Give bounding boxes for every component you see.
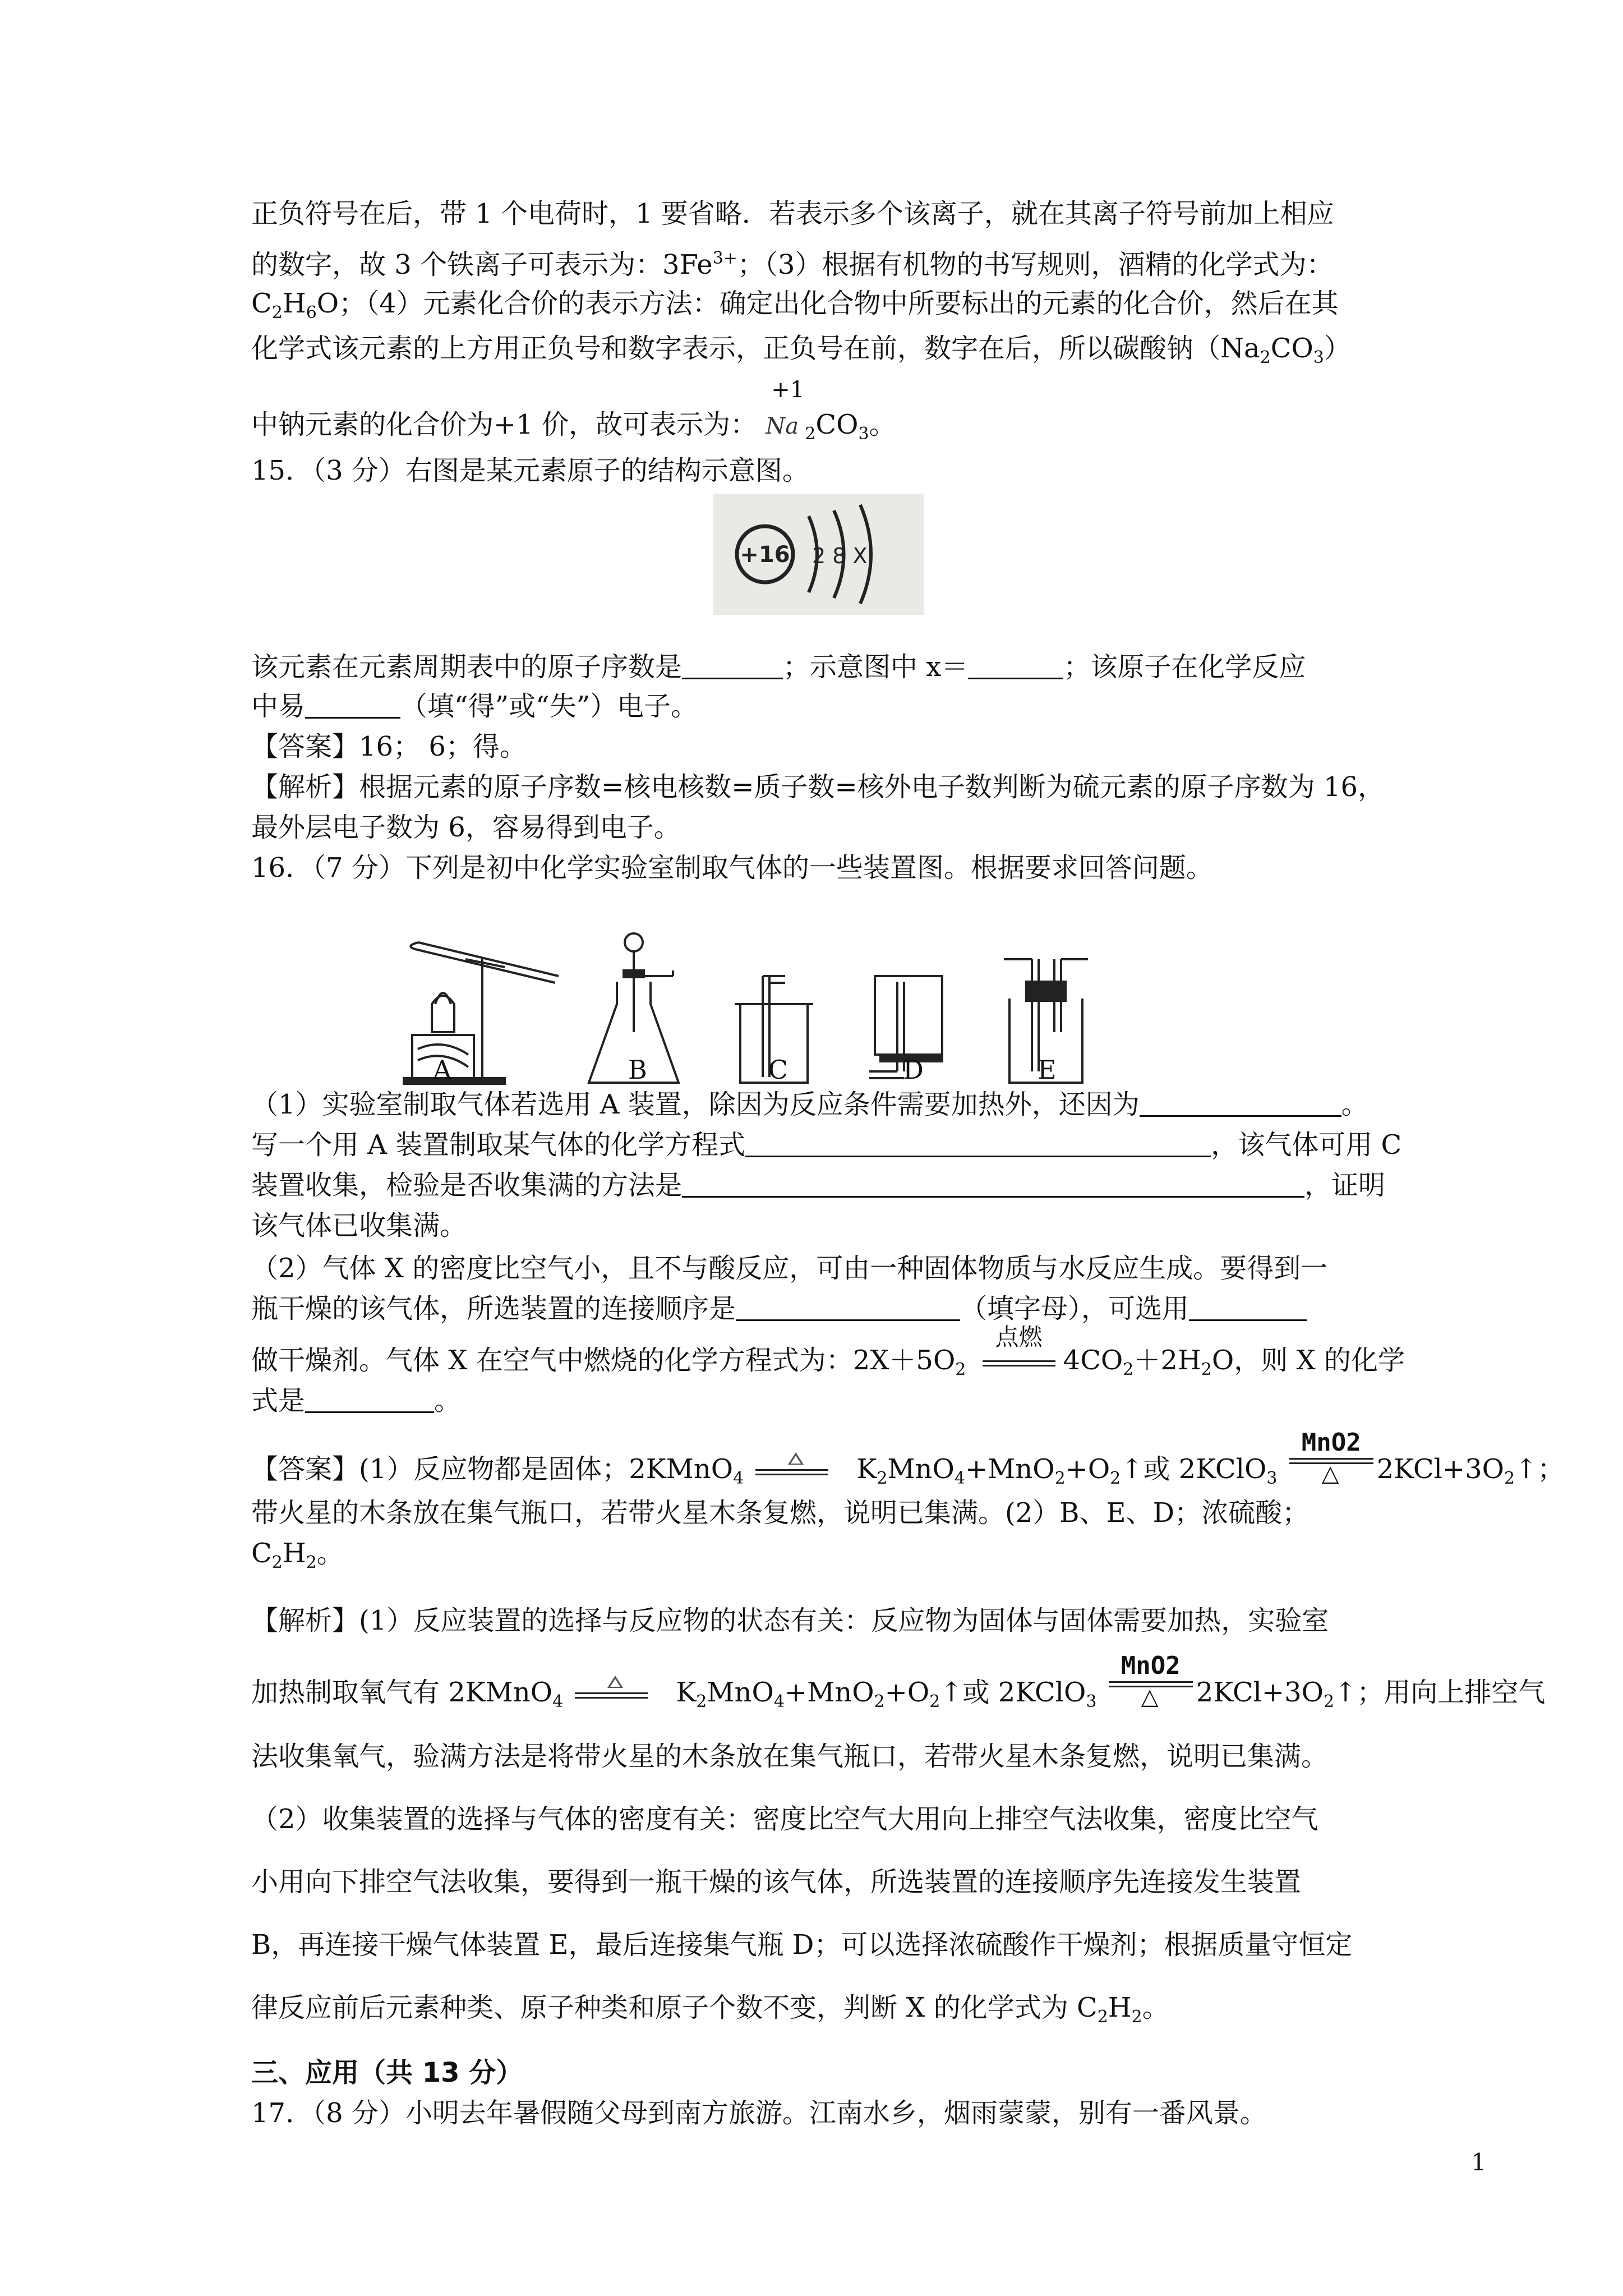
explanation-15: 【解析】根据元素的原子序数=核电核数=质子数=核外电子数判断为硫元素的原子序数为 16， [251, 771, 1385, 803]
condition-catalyst: MnO2 △ [1109, 1683, 1193, 1706]
answer-blank[interactable] [305, 1387, 434, 1413]
text-line: 装置收集，检验是否收集满的方法是 ，证明 [251, 1170, 1386, 1201]
text-line: 做干燥剂。气体 X 在空气中燃烧的化学方程式为：$2X+5O_2$ 点燃 $4CO_2+2H_2O$，则 X 的化学 [251, 1323, 1405, 1379]
text-line: 中钠元素的化合价为+1 价，故可表示为： +1 Na $_2CO_3$。 [251, 377, 896, 444]
text-line: $C_2H_2$。 [251, 1538, 344, 1572]
answer-16: 【答案】(1）反应物都是固体；2KMnO$_4$ $K_2MnO_4+MnO_2+O_2↑$或 2KClO$_3$ MnO2 △ $2KCl+3O_2↑$； [251, 1428, 1565, 1488]
answer-blank[interactable] [1140, 1091, 1341, 1117]
text-line: 该元素在元素周期表中的原子序数是 ；示意图中 x＝ ；该原子在化学反应 [251, 651, 1306, 683]
apparatus-label-b: B [628, 1055, 647, 1085]
text-line: 该气体已收集满。 [251, 1210, 467, 1241]
text-line: 写一个用 A 装置制取某气体的化学方程式 ，该气体可用 C [251, 1129, 1402, 1161]
text-line: （2）收集装置的选择与气体的密度有关：密度比空气大用向上排空气法收集，密度比空气 [251, 1803, 1318, 1835]
text-line: B，再连接干燥气体装置 E，最后连接集气瓶 D；可以选择浓硫酸作干燥剂；根据质量守恒定 [251, 1929, 1353, 1961]
apparatus-figure [393, 920, 1200, 1088]
question-16: 16．（7 分）下列是初中化学实验室制取气体的一些装置图。根据要求回答问题。 [251, 852, 1213, 884]
answer-15: 【答案】16； 6；得。 [251, 731, 527, 762]
answer-blank[interactable] [1189, 1295, 1307, 1321]
text-line: 最外层电子数为 6，容易得到电子。 [251, 812, 681, 843]
condition-catalyst: MnO2 △ [1289, 1460, 1373, 1483]
section-heading: 三、应用（共 13 分） [251, 2057, 523, 2088]
text-line: $C_2H_6O$；（4）元素化合价的表示方法：确定出化合物中所要标出的元素的化合价，然后在其 [251, 288, 1339, 323]
text-line: 的数字，故 3 个铁离子可表示为：$3Fe^{3+}$；（3）根据有机物的书写规则，酒精的化学式为： [251, 249, 1334, 280]
answer-blank[interactable] [305, 692, 400, 719]
condition-heat [755, 1460, 828, 1483]
page-number: 1 [1471, 2148, 1486, 2176]
text-line: 化学式该元素的上方用正负号和数字表示，正负号在前，数字在后，所以碳酸钠$(Na_2CO_3)$ [251, 333, 1351, 367]
text-line: 带火星的木条放在集气瓶口，若带火星木条复燃，说明已集满。(2）B、E、D；浓硫酸； [251, 1497, 1310, 1529]
text-line: 律反应前后元素种类、原子种类和原子个数不变，判断 X 的化学式为 $C_2H_2$。 [251, 1992, 1169, 2027]
text-line: 瓶干燥的该气体，所选装置的连接顺序是 （填字母），可选用 [251, 1292, 1307, 1325]
condition-heat [575, 1683, 648, 1706]
atom-shell-labels: 2 8 X [812, 544, 868, 568]
answer-blank[interactable] [745, 1131, 1211, 1157]
text-line: 正负符号在后，带 1 个电荷时，1 要省略．若表示多个该离子，就在其离子符号前加上相应 [251, 198, 1334, 229]
question-15: 15．（3 分）右图是某元素原子的结构示意图。 [251, 455, 809, 486]
explanation-16: 【解析】(1）反应装置的选择与反应物的状态有关：反应物为固体与固体需要加热，实验室 [251, 1605, 1329, 1636]
atom-diagram-svg [713, 494, 924, 615]
answer-blank[interactable] [682, 1171, 1304, 1198]
condition-ignite: 点燃 [983, 1351, 1055, 1374]
answer-blank[interactable] [968, 653, 1063, 679]
question-17: 17．（8 分）小明去年暑假随父母到南方旅游。江南水乡，烟雨蒙蒙，别有一番风景。 [251, 2097, 1267, 2129]
apparatus-label-d: D [903, 1055, 924, 1085]
text-line: （1）实验室制取气体若选用 A 装置，除因为反应条件需要加热外，还因为 。 [251, 1089, 1368, 1120]
apparatus-label-a: A [433, 1055, 452, 1085]
atom-nucleus-label: +16 [740, 542, 790, 568]
apparatus-label-c: C [768, 1055, 789, 1085]
text-line: 小用向下排空气法收集，要得到一瓶干燥的该气体，所选装置的连接顺序先连接发生装置 [251, 1866, 1302, 1898]
apparatus-label-e: E [1038, 1055, 1057, 1085]
answer-blank[interactable] [682, 653, 783, 679]
atom-structure-diagram [713, 494, 924, 615]
text-line: 中易 （填“得”或“失”）电子。 [251, 691, 698, 722]
text-line: 式是 。 [251, 1385, 462, 1416]
valence-notation: +1 Na [766, 377, 805, 439]
apparatus-svg [393, 920, 1200, 1088]
text-line: 加热制取氧气有 2KMnO$_4$ $K_2MnO_4+MnO_2+O_2↑$或 2KClO$_3$ MnO2 △ $2KCl+3O_2↑$；用向上排空气 [251, 1651, 1546, 1711]
text-line: （2）气体 X 的密度比空气小，且不与酸反应，可由一种固体物质与水反应生成。要得到一 [251, 1253, 1328, 1284]
text-line: 法收集氧气，验满方法是将带火星的木条放在集气瓶口，若带火星木条复燃，说明已集满。 [251, 1741, 1329, 1772]
apparatus-a [404, 942, 559, 1084]
answer-blank[interactable] [736, 1295, 960, 1321]
